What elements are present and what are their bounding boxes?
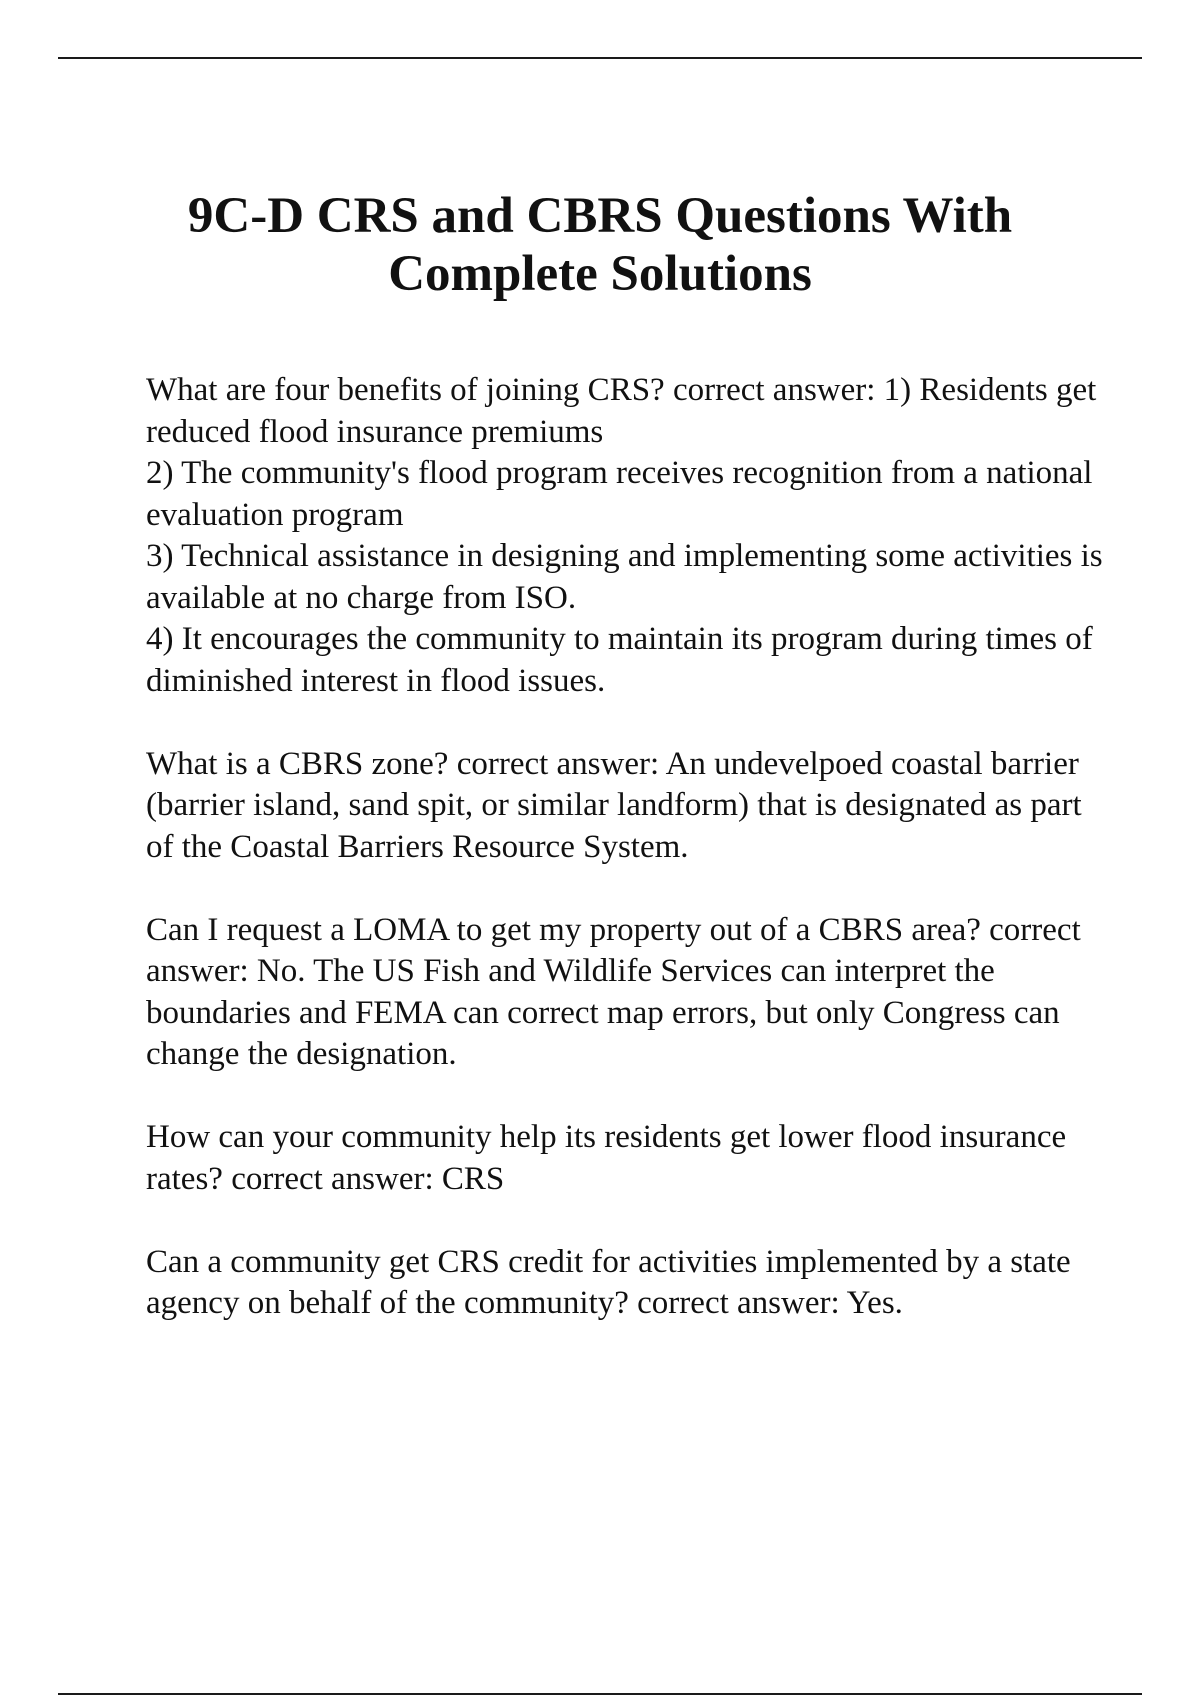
footer-rule bbox=[58, 1693, 1142, 1695]
qa-line: What is a CBRS zone? correct answer: An undevelpoed coastal barrier (barrier island, sand spit, or similar landform) that is designated as part of the Coastal Barriers Resource System. bbox=[146, 745, 1082, 865]
qa-item-lower-rates bbox=[146, 1117, 1106, 1200]
qa-item-benefits-of-crs bbox=[146, 370, 1106, 702]
qa-line: What are four benefits of joining CRS? correct answer: 1) Residents get reduced flood insurance premiums bbox=[146, 372, 1097, 450]
qa-line: 4) It encourages the community to maintain its program during times of diminished interest in flood issues. bbox=[146, 621, 1093, 699]
qa-line: How can your community help its residents get lower flood insurance rates? correct answer: CRS bbox=[146, 1119, 1067, 1197]
qa-item-loma-request bbox=[146, 910, 1106, 1076]
qa-item-cbrs-zone bbox=[146, 744, 1106, 869]
document-body bbox=[146, 370, 1106, 1366]
document-title: 9C-D CRS and CBRS Questions With Complete Solutions bbox=[187, 188, 1013, 302]
qa-item-state-agency-credit bbox=[146, 1242, 1106, 1325]
qa-line: 3) Technical assistance in designing and implementing some activities is available at no charge from ISO. bbox=[146, 538, 1103, 616]
qa-line: Can I request a LOMA to get my property out of a CBRS area? correct answer: No. The US Fish and Wildlife Services can interpret the boundaries and FEMA can correct map errors, but only Congress can change the designation. bbox=[146, 911, 1081, 1072]
qa-line: Can a community get CRS credit for activities implemented by a state agency on behalf of the community? correct answer: Yes. bbox=[146, 1243, 1071, 1321]
header-rule bbox=[58, 57, 1142, 59]
qa-line: 2) The community's flood program receives recognition from a national evaluation program bbox=[146, 455, 1093, 533]
